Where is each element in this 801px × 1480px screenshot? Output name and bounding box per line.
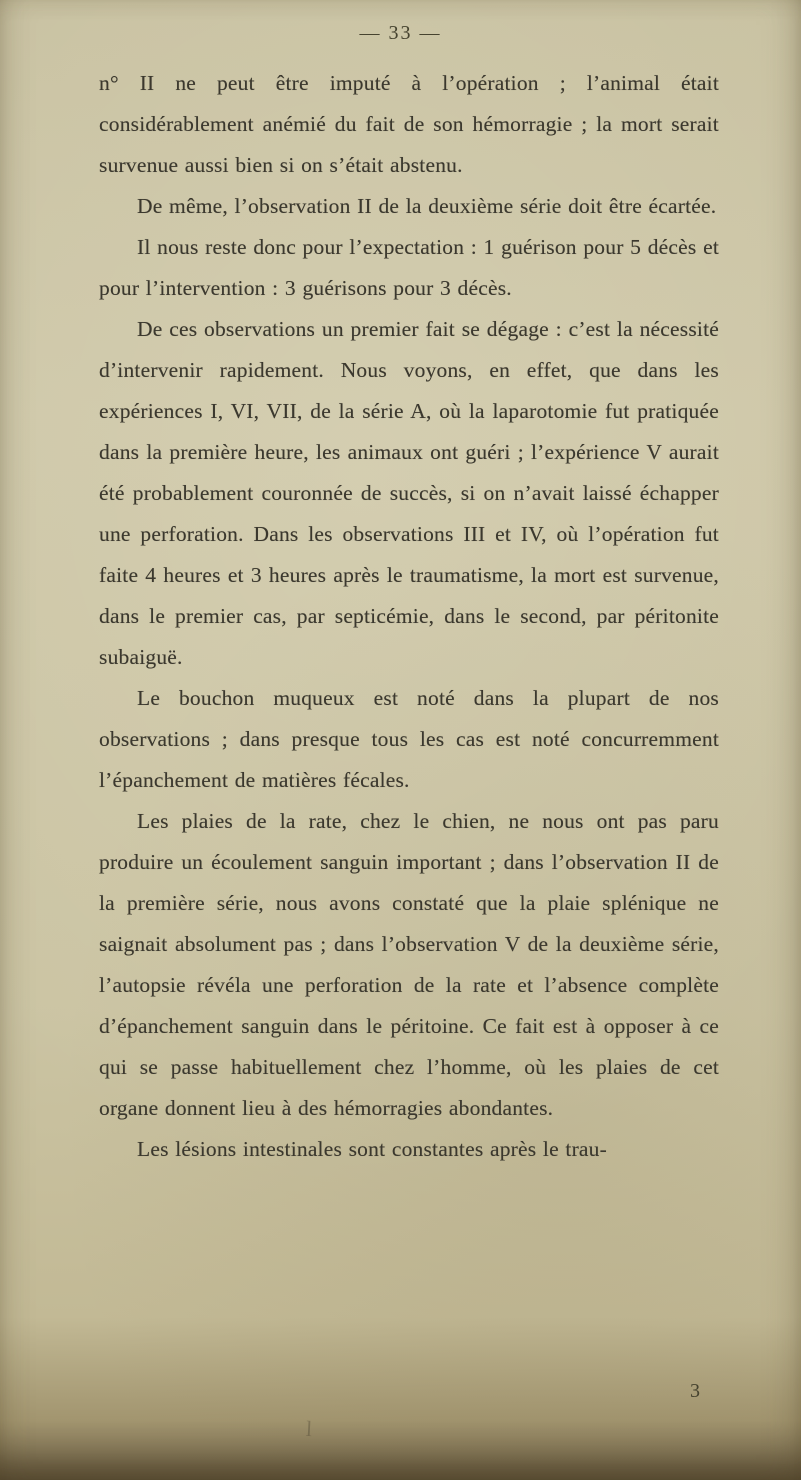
paragraph: De même, l’observation II de la deuxième série doit être écartée. — [137, 194, 717, 218]
paragraph: Le bouchon muqueux est noté dans la plupart de nos observations ; dans presque tous les cas est noté concurremment l’épanchement de matières fécales. — [99, 686, 719, 792]
paragraph-continuation: n° II ne peut être imputé à l’opération ; l’animal était considérablement anémié du fait de son hémorragie ; la mort serait survenue aussi bien si on s’était abstenu. — [99, 71, 719, 177]
paragraph: Les plaies de la rate, chez le chien, ne nous ont pas paru produire un écoulement sanguin important ; dans l’observation II de la première série, nous avons constaté que la plaie splénique ne saignait absolument pas ; dans l’observation V de la deuxième série, l’autopsie révéla une perforation de la rate et l’absence complète d’épanchement sanguin dans le péritoine. Ce fait est à opposer à ce qui se passe habituellement chez l’homme, où les plaies de cet organe donnent lieu à des hémorragies abondantes. — [99, 809, 719, 1120]
paragraph: Les lésions intestinales sont constantes après le trau- — [137, 1137, 607, 1161]
paragraph: De ces observations un premier fait se dégage : c’est la nécessité d’intervenir rapidement. Nous voyons, en effet, que dans les expériences I, VI, VII, de la série A, où la laparotomie fut pratiquée dans la première heure, les animaux ont guéri ; l’expérience V aurait été probablement couronnée de succès, si on n’avait laissé échapper une perforation. Dans les observations III et IV, où l’opération fut faite 4 heures et 3 heures après le traumatisme, la mort est survenue, dans le premier cas, par septicémie, dans le second, par péritonite subaiguë. — [99, 317, 719, 669]
page-body — [99, 63, 719, 1170]
paragraph: Il nous reste donc pour l’expectation : 1 guérison pour 5 décès et pour l’intervention : 3 guérisons pour 3 décès. — [99, 235, 719, 300]
scan-artifact: l — [305, 1415, 313, 1442]
signature-mark: 3 — [690, 1380, 700, 1402]
page-number: — 33 — — [359, 22, 442, 44]
